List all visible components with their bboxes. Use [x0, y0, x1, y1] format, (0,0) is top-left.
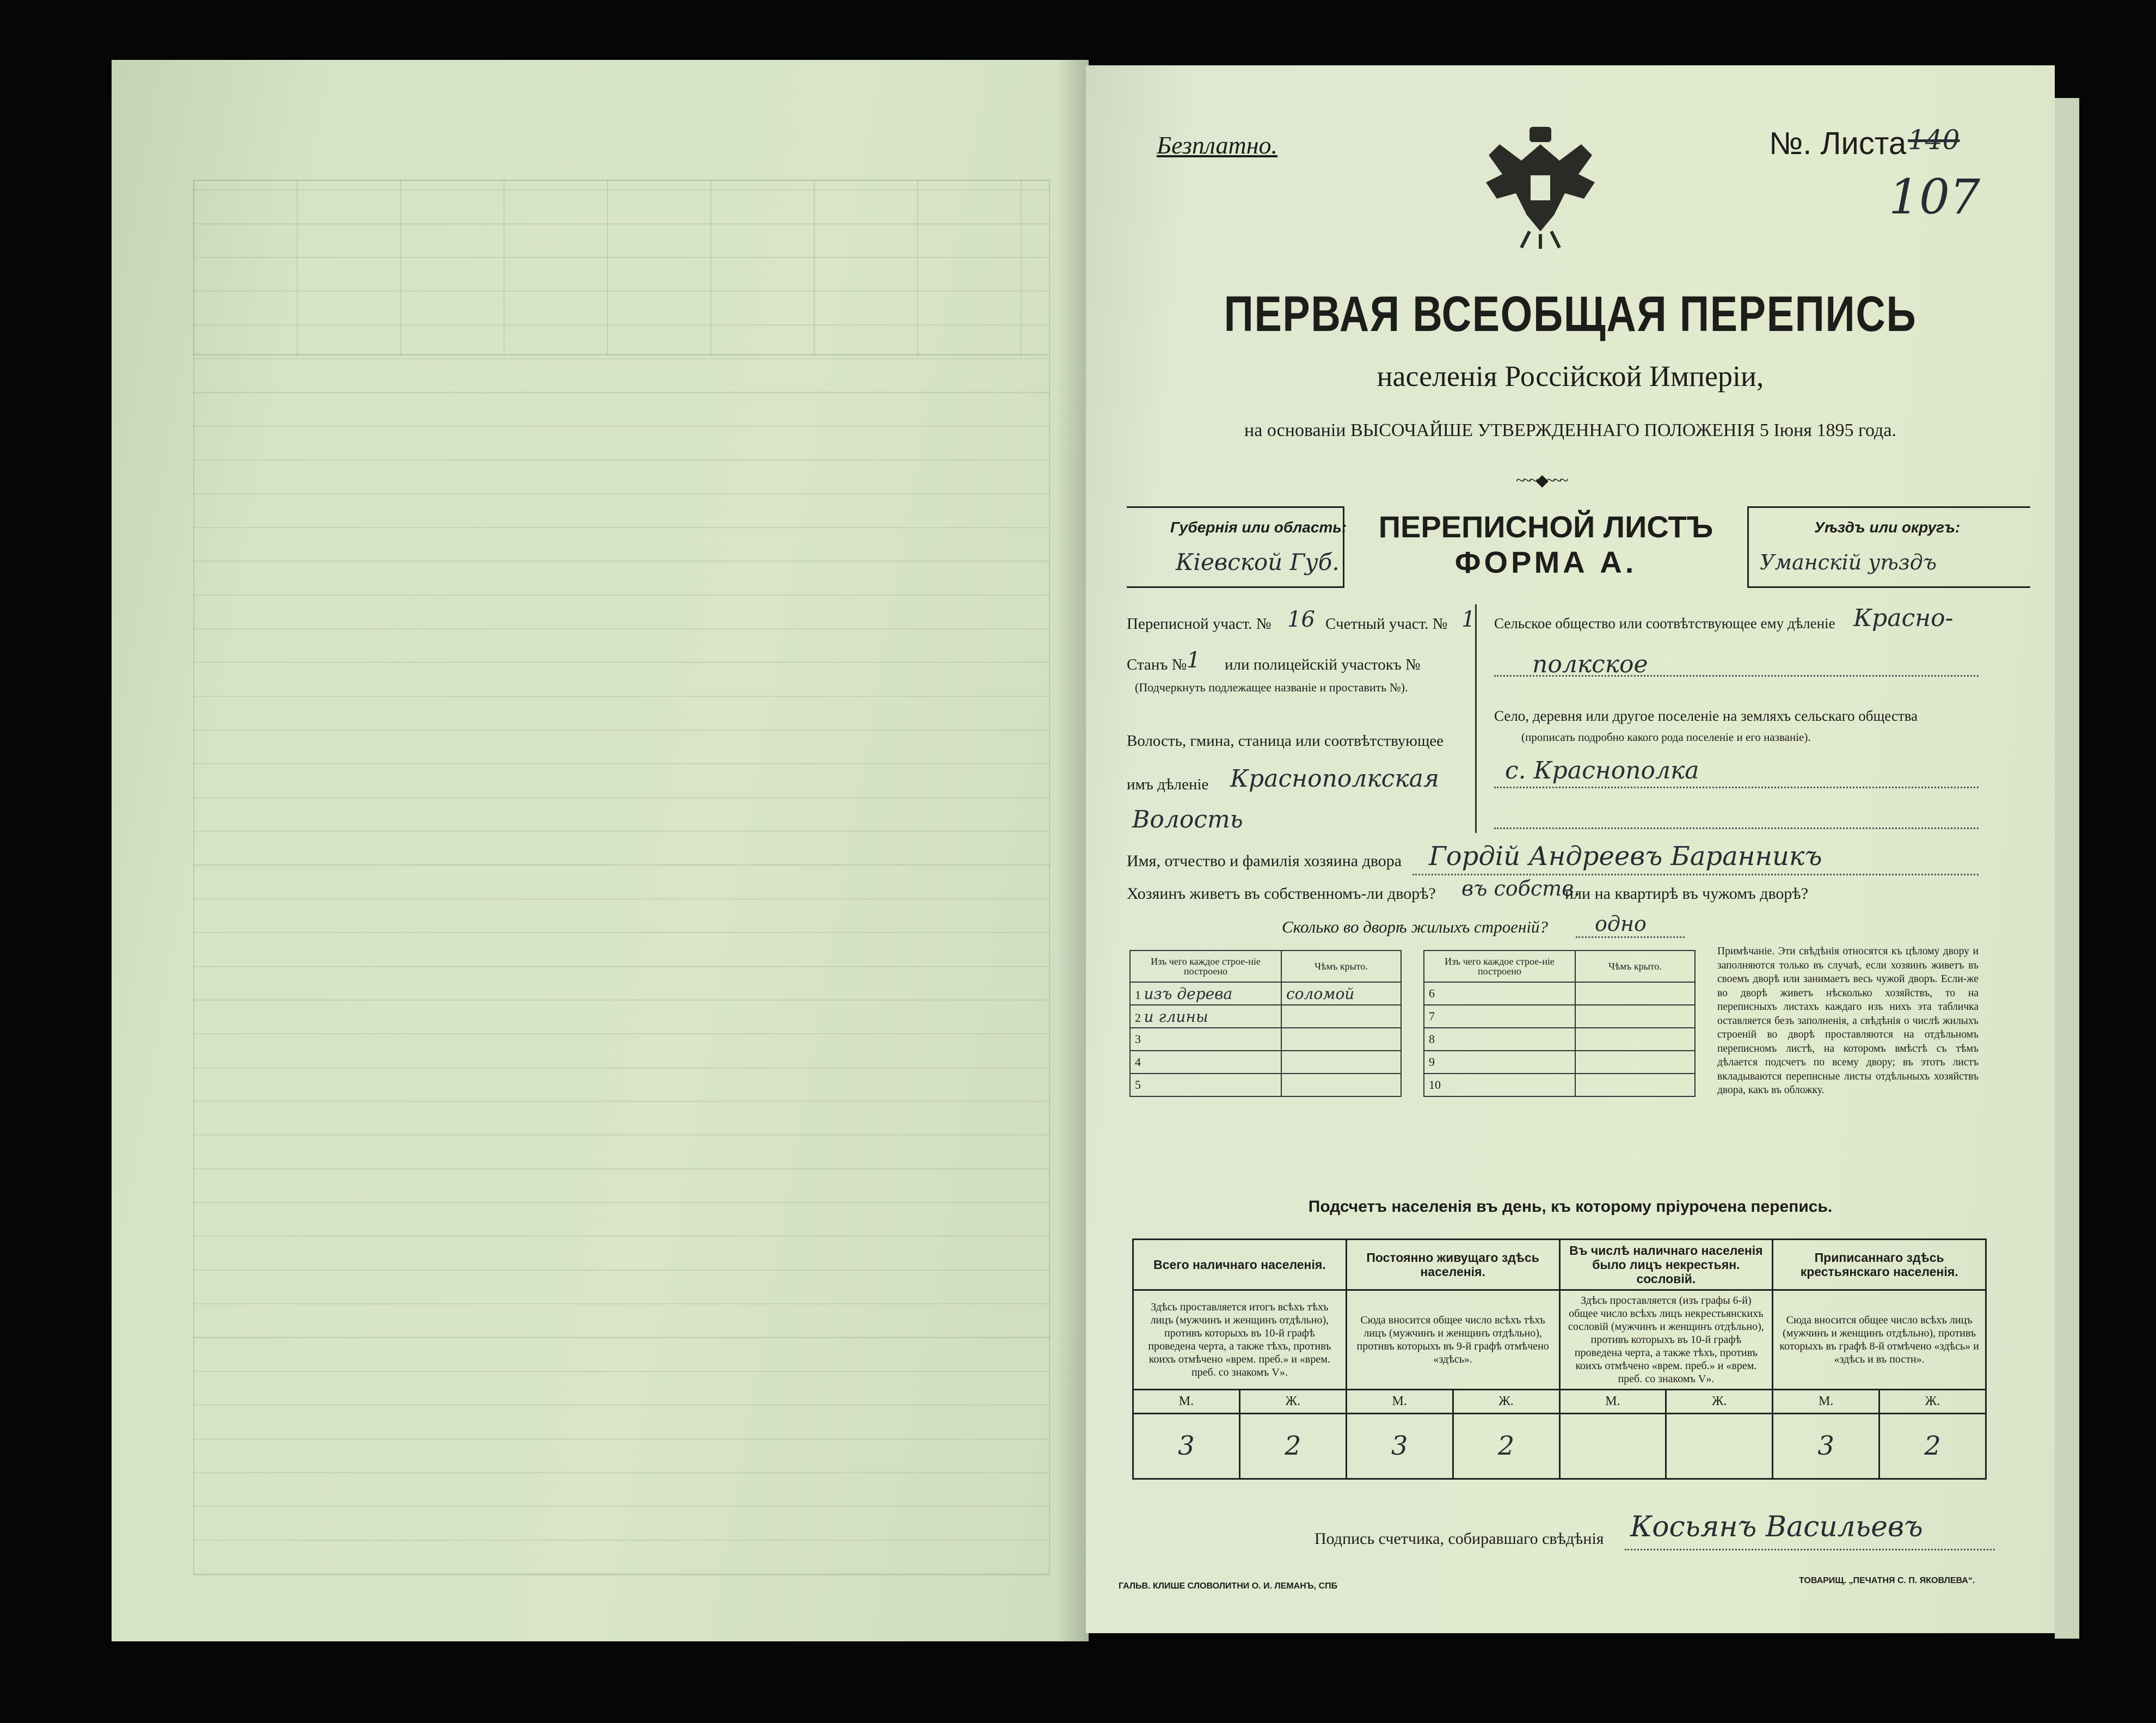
buildings-count-value: одно	[1595, 912, 1647, 936]
column-header: Всего наличнаго населенія.	[1133, 1240, 1347, 1290]
row-number: 4	[1130, 1051, 1281, 1074]
stan-label: Станъ №	[1127, 656, 1187, 673]
female-header: Ж.	[1239, 1390, 1346, 1414]
table-row	[1130, 1028, 1401, 1051]
male-header: М.	[1133, 1390, 1240, 1414]
census-district-label: Переписной участ. №	[1127, 615, 1272, 633]
free-of-charge-label: Безплатно.	[1157, 131, 1278, 159]
police-district-label: или полицейскій участокъ №	[1225, 656, 1421, 673]
society-label: Сельское общество или соотвѣтствующее ему дѣленіе	[1494, 615, 1835, 631]
province-label: Губернія или область:	[1170, 519, 1347, 536]
province-value: Кіевской Губ.	[1176, 549, 1340, 575]
underline-note: (Подчеркнуть подлежащее названіе и проставить №).	[1135, 680, 1408, 694]
female-count	[1666, 1414, 1773, 1479]
census-sheet-title: ПЕРЕПИСНОЙ ЛИСТЪ	[1378, 510, 1713, 544]
buildings-table-left	[1129, 950, 1402, 1097]
uezd-value: Уманскій уѣздъ	[1760, 550, 1937, 574]
buildings-table-right	[1423, 950, 1696, 1097]
row-number: 10	[1424, 1074, 1575, 1096]
table-row	[1424, 1005, 1695, 1028]
residence-label: Хозяинъ живетъ въ собственномъ-ли дворѣ?	[1127, 885, 1436, 903]
legal-basis: на основаніи ВЫСОЧАЙШЕ УТВЕРЖДЕННАГО ПОЛОЖЕНІЯ 5 Іюня 1895 года.	[1244, 420, 1896, 440]
form-a-label: ФОРМА А.	[1454, 545, 1637, 579]
row-number: 7	[1424, 1005, 1575, 1028]
ornament-divider: ~~~◆~~~	[1516, 471, 1567, 489]
female-count: 2	[1453, 1414, 1559, 1479]
table-row	[1130, 1074, 1401, 1096]
signature-label: Подпись счетчика, собиравшаго свѣдѣнія	[1315, 1530, 1604, 1548]
row-number: 2	[1135, 1010, 1141, 1025]
male-header: М.	[1346, 1390, 1453, 1414]
imperial-eagle-emblem	[1478, 122, 1603, 253]
sheet-number-struck: 140	[1908, 124, 1960, 156]
enumerator-signature: Косьянъ Васильевъ	[1630, 1511, 1923, 1543]
row-number: 3	[1130, 1028, 1281, 1051]
owner-label: Имя, отчество и фамилія хозяина двора	[1127, 852, 1402, 870]
male-header: М.	[1559, 1390, 1666, 1414]
row-number: 5	[1130, 1074, 1281, 1096]
female-header: Ж.	[1879, 1390, 1986, 1414]
village-note: (прописать подробно какого рода поселеніе и его названіе).	[1521, 731, 1811, 744]
row-number: 8	[1424, 1028, 1575, 1051]
table-row	[1130, 982, 1401, 1005]
spine-shadow	[1056, 60, 1089, 1641]
owner-rule	[1412, 874, 1979, 875]
male-count: 3	[1346, 1414, 1453, 1479]
material-column-header: Изъ чего каждое строе-ніе построено	[1130, 951, 1281, 982]
material-value: и глины	[1144, 1007, 1208, 1026]
roof-column-header: Чѣмъ крыто.	[1281, 951, 1401, 982]
form-subtitle: населенія Россійской Имперіи,	[1377, 360, 1764, 393]
volost-value-2: Волость	[1132, 806, 1243, 833]
volost-label: Волость, гмина, станица или соотвѣтствующее	[1127, 732, 1444, 750]
society-rule	[1494, 675, 1979, 677]
society-value: Красно-	[1853, 604, 1954, 632]
village-rule-2	[1494, 827, 1979, 829]
count-district-value: 1	[1461, 607, 1476, 632]
row-number: 6	[1424, 982, 1575, 1005]
page-edge	[2055, 98, 2079, 1639]
census-form-page	[1086, 65, 2055, 1633]
form-title: ПЕРВАЯ ВСЕОБЩАЯ ПЕРЕПИСЬ	[1224, 286, 1917, 342]
owner-value: Гордій Андреевъ Баранникъ	[1429, 841, 1822, 872]
population-table	[1132, 1238, 1987, 1480]
column-description: Сюда вносится общее число всѣхъ лицъ (мужчинъ и женщинъ отдѣльно), противъ которыхъ въ графѣ 8-й отмѣчено «здѣсь» и «здѣсь и въ постн».	[1773, 1290, 1986, 1390]
sheet-number-label: №. Листа	[1769, 126, 1907, 161]
column-header: Постоянно живущаго здѣсь населенія.	[1346, 1240, 1559, 1290]
female-count: 2	[1879, 1414, 1986, 1479]
volost-label-2: имъ дѣленіе	[1127, 776, 1209, 793]
column-description: Здѣсь проставляется (изъ графы 6-й) общее число всѣхъ лицъ некрестьянскихъ сословій (мужчинъ и женщинъ отдѣльно), противъ которыхъ въ 10-й графѣ проведена черта, а также тѣхъ, противъ коихъ отмѣчено «врем. преб.» и «врем. преб. со знакомъ V».	[1559, 1290, 1773, 1390]
table-row	[1424, 1074, 1695, 1096]
printer-right: ТОВАРИЩ. „ПЕЧАТНЯ С. П. ЯКОВЛЕВА“.	[1799, 1576, 1975, 1585]
note-text: Примѣчаніе. Эти свѣдѣнія относятся къ цѣлому двору и заполняются только въ случаѣ, если хозяинъ живетъ въ своемъ дворѣ или занимаетъ весь чужой дворъ. Если-же во дворѣ живетъ нѣсколько хозяйствъ, то на переписныхъ листахъ каждаго изъ нихъ эта табличка оставляется безъ заполненія, а свѣдѣнія о числѣ жилыхъ строеній во дворѣ проставляются на отдѣльномъ переписномъ листѣ, на которомъ вмѣстѣ съ тѣмъ дѣлается подсчетъ по всему двору; въ этотъ листъ вкладываются переписные листы отдѣльныхъ хозяйствъ двора, какъ въ обложку.	[1717, 946, 1979, 1096]
province-box	[1127, 506, 1347, 588]
uezd-label: Уѣздъ или округъ:	[1814, 519, 1961, 536]
male-header: М.	[1773, 1390, 1879, 1414]
left-page-blank	[112, 60, 1089, 1641]
column-header: Въ числѣ наличнаго населенія было лицъ некрестьян. сословій.	[1559, 1240, 1773, 1290]
uezd-box	[1747, 506, 2030, 588]
table-row	[1424, 1028, 1695, 1051]
female-count: 2	[1239, 1414, 1346, 1479]
row-number: 9	[1424, 1051, 1575, 1074]
village-value: с. Краснополка	[1505, 757, 1699, 784]
table-row	[1130, 1005, 1401, 1028]
column-header: Приписаннаго здѣсь крестьянскаго населенія.	[1773, 1240, 1986, 1290]
column-description: Сюда вносится общее число всѣхъ тѣхъ лицъ (мужчинъ и женщинъ отдѣльно), противъ которыхъ въ 9-й графѣ отмѣчено «здѣсь».	[1346, 1290, 1559, 1390]
roof-value: соломой	[1281, 982, 1401, 1005]
table-row	[1424, 982, 1695, 1005]
stan-value: 1	[1187, 648, 1201, 673]
volost-value: Краснополкская	[1230, 765, 1439, 793]
buildings-count-label: Сколько во дворѣ жилыхъ строеній?	[1282, 917, 1548, 936]
sheet-number-value: 107	[1889, 169, 1980, 225]
male-count	[1559, 1414, 1666, 1479]
material-value: изъ дерева	[1144, 984, 1233, 1003]
population-title: Подсчетъ населенія въ день, къ которому пріурочена перепись.	[1308, 1198, 1833, 1216]
roof-value	[1281, 1005, 1401, 1028]
female-header: Ж.	[1666, 1390, 1773, 1414]
signature-rule	[1625, 1549, 1995, 1550]
village-rule	[1494, 787, 1979, 788]
female-header: Ж.	[1453, 1390, 1559, 1414]
column-description: Здѣсь проставляется итогъ всѣхъ тѣхъ лицъ (мужчинъ и женщинъ отдѣльно), противъ которыхъ въ 10-й графѣ проведена черта, а также тѣхъ, противъ коихъ отмѣчено «врем. преб.» и «врем. преб. со знакомъ V».	[1133, 1290, 1347, 1390]
roof-column-header: Чѣмъ крыто.	[1575, 951, 1695, 982]
bleed-through-table-grid	[193, 180, 1050, 1575]
male-count: 3	[1133, 1414, 1240, 1479]
printer-left: ГАЛЬВ. КЛИШЕ СЛОВОЛИТНИ О. И. ЛЕМАНЪ, СПБ	[1119, 1581, 1338, 1591]
table-row	[1130, 1051, 1401, 1074]
buildings-count-rule	[1576, 936, 1685, 938]
count-district-label: Счетный участ. №	[1325, 615, 1448, 633]
table-row	[1424, 1051, 1695, 1074]
census-district-value: 16	[1287, 607, 1315, 632]
residence-alt-label: или на квартирѣ въ чужомъ дворѣ?	[1565, 885, 1809, 903]
row-number: 1	[1135, 988, 1141, 1002]
society-value-2: полкское	[1532, 651, 1648, 678]
male-count: 3	[1773, 1414, 1879, 1479]
residence-value: въ собств.	[1461, 876, 1581, 900]
column-divider	[1475, 604, 1477, 833]
village-label: Село, деревня или другое поселеніе на земляхъ сельскаго общества	[1494, 708, 1918, 724]
material-column-header: Изъ чего каждое строе-ніе построено	[1424, 951, 1575, 982]
